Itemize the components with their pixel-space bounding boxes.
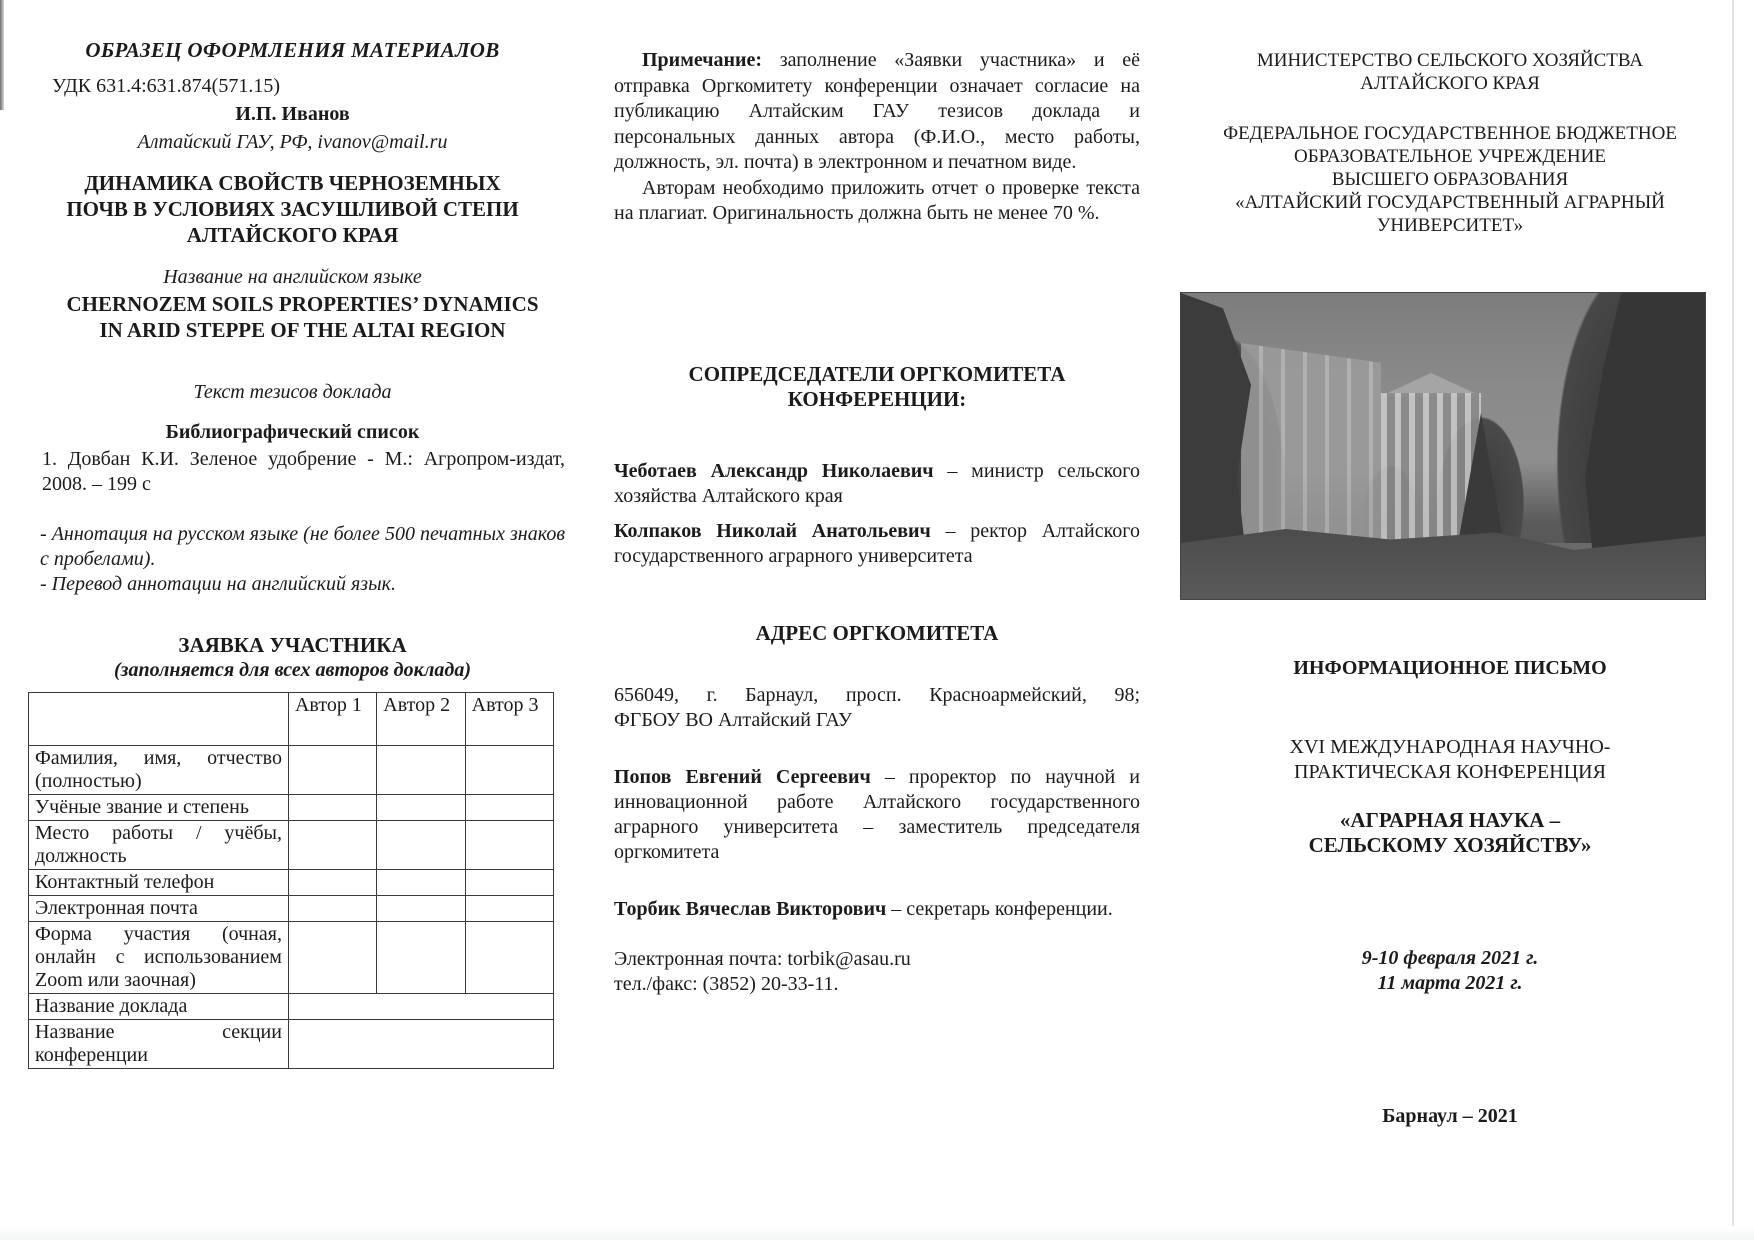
address-title: АДРЕС ОРГКОМИТЕТА bbox=[755, 621, 999, 645]
person-name: Колпаков Николай Анатольевич bbox=[614, 520, 931, 542]
note-block bbox=[614, 48, 1140, 227]
conference-type-line: XVI МЕЖДУНАРОДНАЯ НАУЧНО- bbox=[1289, 736, 1611, 758]
university-line: ОБРАЗОВАТЕЛЬНОЕ УЧРЕЖДЕНИЕ bbox=[1294, 146, 1606, 167]
form-cell-merged[interactable] bbox=[288, 1020, 553, 1069]
conference-type-line: ПРАКТИЧЕСКАЯ КОНФЕРЕНЦИЯ bbox=[1294, 761, 1606, 783]
secretary-entry bbox=[614, 897, 1140, 922]
sample-title: ОБРАЗЕЦ ОФОРМЛЕНИЯ МАТЕРИАЛОВ bbox=[85, 38, 500, 62]
table-row bbox=[29, 922, 554, 994]
cochair-entry bbox=[614, 459, 1140, 509]
form-cell[interactable] bbox=[377, 870, 465, 896]
conference-type bbox=[1180, 735, 1720, 785]
building-wing bbox=[1241, 343, 1381, 563]
conference-date: 9-10 февраля 2021 г. bbox=[1361, 947, 1539, 969]
note-item: - Аннотация на русском языке (не более 500 печатных знаков с пробелами). bbox=[40, 523, 565, 570]
scan-edge-right bbox=[1732, 0, 1734, 1240]
table-header-row bbox=[29, 693, 554, 746]
header-author-2: Автор 2 bbox=[377, 693, 465, 746]
scan-edge-left bbox=[0, 0, 4, 110]
row-label-full-name: Фамилия, имя, отчество (полностью) bbox=[29, 746, 289, 795]
person-role: – ректор Алтайского государственного аграрного университета bbox=[614, 520, 1140, 567]
contact-email: Электронная почта: torbik@asau.ru bbox=[614, 948, 911, 970]
person-role: – проректор по научной и инновационной работе Алтайского государственного аграрного университета – заместитель председателя оргкомитета bbox=[614, 766, 1140, 863]
row-label-email: Электронная почта bbox=[29, 896, 289, 922]
form-cell[interactable] bbox=[288, 896, 376, 922]
sample-title-ru bbox=[20, 170, 565, 248]
title-en-line: IN ARID STEPPE OF THE ALTAI REGION bbox=[99, 318, 506, 342]
university-line: УНИВЕРСИТЕТ» bbox=[1376, 215, 1524, 236]
row-label-academic-degree: Учёные звание и степень bbox=[29, 795, 289, 821]
conference-name bbox=[1180, 808, 1720, 858]
application-form-table bbox=[28, 692, 554, 1069]
plagiarism-note: Авторам необходимо приложить отчет о проверке текста на плагиат. Оригинальность должна быть не менее 70 %. bbox=[614, 176, 1140, 224]
row-label-report-title: Название доклада bbox=[29, 994, 289, 1020]
conference-dates bbox=[1180, 946, 1720, 996]
contact-phone: тел./факс: (3852) 20-33-11. bbox=[614, 973, 839, 995]
ministry-line: АЛТАЙСКОГО КРАЯ bbox=[1360, 73, 1540, 94]
abstract-text-label: Текст тезисов доклада bbox=[193, 381, 392, 403]
deputy-entry bbox=[614, 765, 1140, 865]
university-line: ФЕДЕРАЛЬНОЕ ГОСУДАРСТВЕННОЕ БЮДЖЕТНОЕ bbox=[1223, 123, 1677, 144]
cochairs-title-line: КОНФЕРЕНЦИИ: bbox=[787, 387, 967, 411]
row-label-workplace: Место работы / учёбы, должность bbox=[29, 821, 289, 870]
city-year: Барнаул – 2021 bbox=[1382, 1105, 1518, 1127]
table-row bbox=[29, 896, 554, 922]
sample-author: И.П. Иванов bbox=[235, 103, 350, 125]
title-ru-line: АЛТАЙСКОГО КРАЯ bbox=[186, 223, 399, 247]
table-row bbox=[29, 821, 554, 870]
table-row bbox=[29, 795, 554, 821]
organizing-committee-address bbox=[614, 683, 1140, 733]
title-en-line: CHERNOZEM SOILS PROPERTIES’ DYNAMICS bbox=[66, 292, 539, 316]
conference-name-line: «АГРАРНАЯ НАУКА – bbox=[1339, 808, 1561, 832]
table-row bbox=[29, 870, 554, 896]
conference-date: 11 марта 2021 г. bbox=[1377, 972, 1523, 994]
form-cell[interactable] bbox=[465, 896, 553, 922]
form-cell[interactable] bbox=[288, 922, 376, 994]
ministry-name bbox=[1180, 49, 1720, 95]
form-cell[interactable] bbox=[377, 746, 465, 795]
header-author-3: Автор 3 bbox=[465, 693, 553, 746]
person-name: Попов Евгений Сергеевич bbox=[614, 766, 871, 788]
address-line: ФГБОУ ВО Алтайский ГАУ bbox=[614, 709, 853, 731]
ministry-line: МИНИСТЕРСТВО СЕЛЬСКОГО ХОЗЯЙСТВА bbox=[1256, 50, 1644, 71]
cochairs-title-line: СОПРЕДСЕДАТЕЛИ ОРГКОМИТЕТА bbox=[688, 362, 1066, 386]
title-ru-line: ПОЧВ В УСЛОВИЯХ ЗАСУШЛИВОЙ СТЕПИ bbox=[66, 197, 519, 221]
bibliography-title: Библиографический список bbox=[165, 421, 420, 443]
application-title: ЗАЯВКА УЧАСТНИКА bbox=[178, 633, 407, 657]
form-cell[interactable] bbox=[377, 896, 465, 922]
form-cell[interactable] bbox=[377, 821, 465, 870]
address-line: 656049, г. Барнаул, просп. Красноармейский, 98; bbox=[614, 684, 1140, 706]
consent-note bbox=[614, 48, 1140, 176]
form-cell[interactable] bbox=[288, 821, 376, 870]
form-cell[interactable] bbox=[377, 795, 465, 821]
application-subtitle: (заполняется для всех авторов доклада) bbox=[114, 659, 471, 681]
english-title-label: Название на английском языке bbox=[163, 266, 422, 288]
header-cell-empty bbox=[29, 693, 289, 746]
person-name: Чеботаев Александр Николаевич bbox=[614, 460, 934, 482]
person-name: Торбик Вячеслав Викторович bbox=[614, 898, 887, 920]
form-cell[interactable] bbox=[465, 821, 553, 870]
form-cell[interactable] bbox=[465, 746, 553, 795]
sample-title-en bbox=[30, 291, 575, 343]
form-cell[interactable] bbox=[377, 922, 465, 994]
university-line: ВЫСШЕГО ОБРАЗОВАНИЯ bbox=[1331, 169, 1569, 190]
note-item: - Перевод аннотации на английский язык. bbox=[40, 573, 396, 595]
form-cell-merged[interactable] bbox=[288, 994, 553, 1020]
person-role: – министр сельского хозяйства Алтайского края bbox=[614, 460, 1140, 507]
form-cell[interactable] bbox=[288, 795, 376, 821]
form-cell[interactable] bbox=[288, 746, 376, 795]
row-label-participation-form: Форма участия (очная, онлайн с использованием Zoom или заочная) bbox=[29, 922, 289, 994]
university-building-photo bbox=[1180, 292, 1706, 600]
row-label-section-name: Название секции конференции bbox=[29, 1020, 289, 1069]
form-cell[interactable] bbox=[465, 795, 553, 821]
university-line: «АЛТАЙСКИЙ ГОСУДАРСТВЕННЫЙ АГРАРНЫЙ bbox=[1235, 192, 1665, 213]
note-text: заполнение «Заявки участника» и её отправка Оргкомитету конференции означает согласие на публикацию Алтайским ГАУ тезисов доклада и персональных данных автора (Ф.И.О., место работы, должность, эл. почта) в электронном и печатном виде. bbox=[614, 49, 1140, 173]
form-cell[interactable] bbox=[465, 870, 553, 896]
bibliography-item: 1. Довбан К.И. Зеленое удобрение - М.: Агропром-издат, 2008. – 199 с bbox=[42, 448, 565, 495]
table-row bbox=[29, 994, 554, 1020]
title-ru-line: ДИНАМИКА СВОЙСТВ ЧЕРНОЗЕМНЫХ bbox=[84, 171, 501, 195]
udk-code: УДК 631.4:631.874(571.15) bbox=[52, 75, 280, 97]
table-row bbox=[29, 746, 554, 795]
note-label: Примечание: bbox=[642, 49, 763, 71]
annotation-notes bbox=[40, 522, 565, 597]
row-label-phone: Контактный телефон bbox=[29, 870, 289, 896]
scan-edge-bottom bbox=[0, 1226, 1754, 1240]
person-role: – секретарь конференции. bbox=[886, 898, 1113, 920]
university-name bbox=[1180, 122, 1720, 237]
info-letter-title: ИНФОРМАЦИОННОЕ ПИСЬМО bbox=[1293, 657, 1607, 679]
cochairs-title bbox=[614, 362, 1140, 412]
conference-name-line: СЕЛЬСКОМУ ХОЗЯЙСТВУ» bbox=[1308, 833, 1592, 857]
header-author-1: Автор 1 bbox=[288, 693, 376, 746]
cochair-entry bbox=[614, 519, 1140, 569]
sample-affiliation: Алтайский ГАУ, РФ, ivanov@mail.ru bbox=[137, 131, 448, 153]
form-cell[interactable] bbox=[288, 870, 376, 896]
form-cell[interactable] bbox=[465, 922, 553, 994]
table-row bbox=[29, 1020, 554, 1069]
